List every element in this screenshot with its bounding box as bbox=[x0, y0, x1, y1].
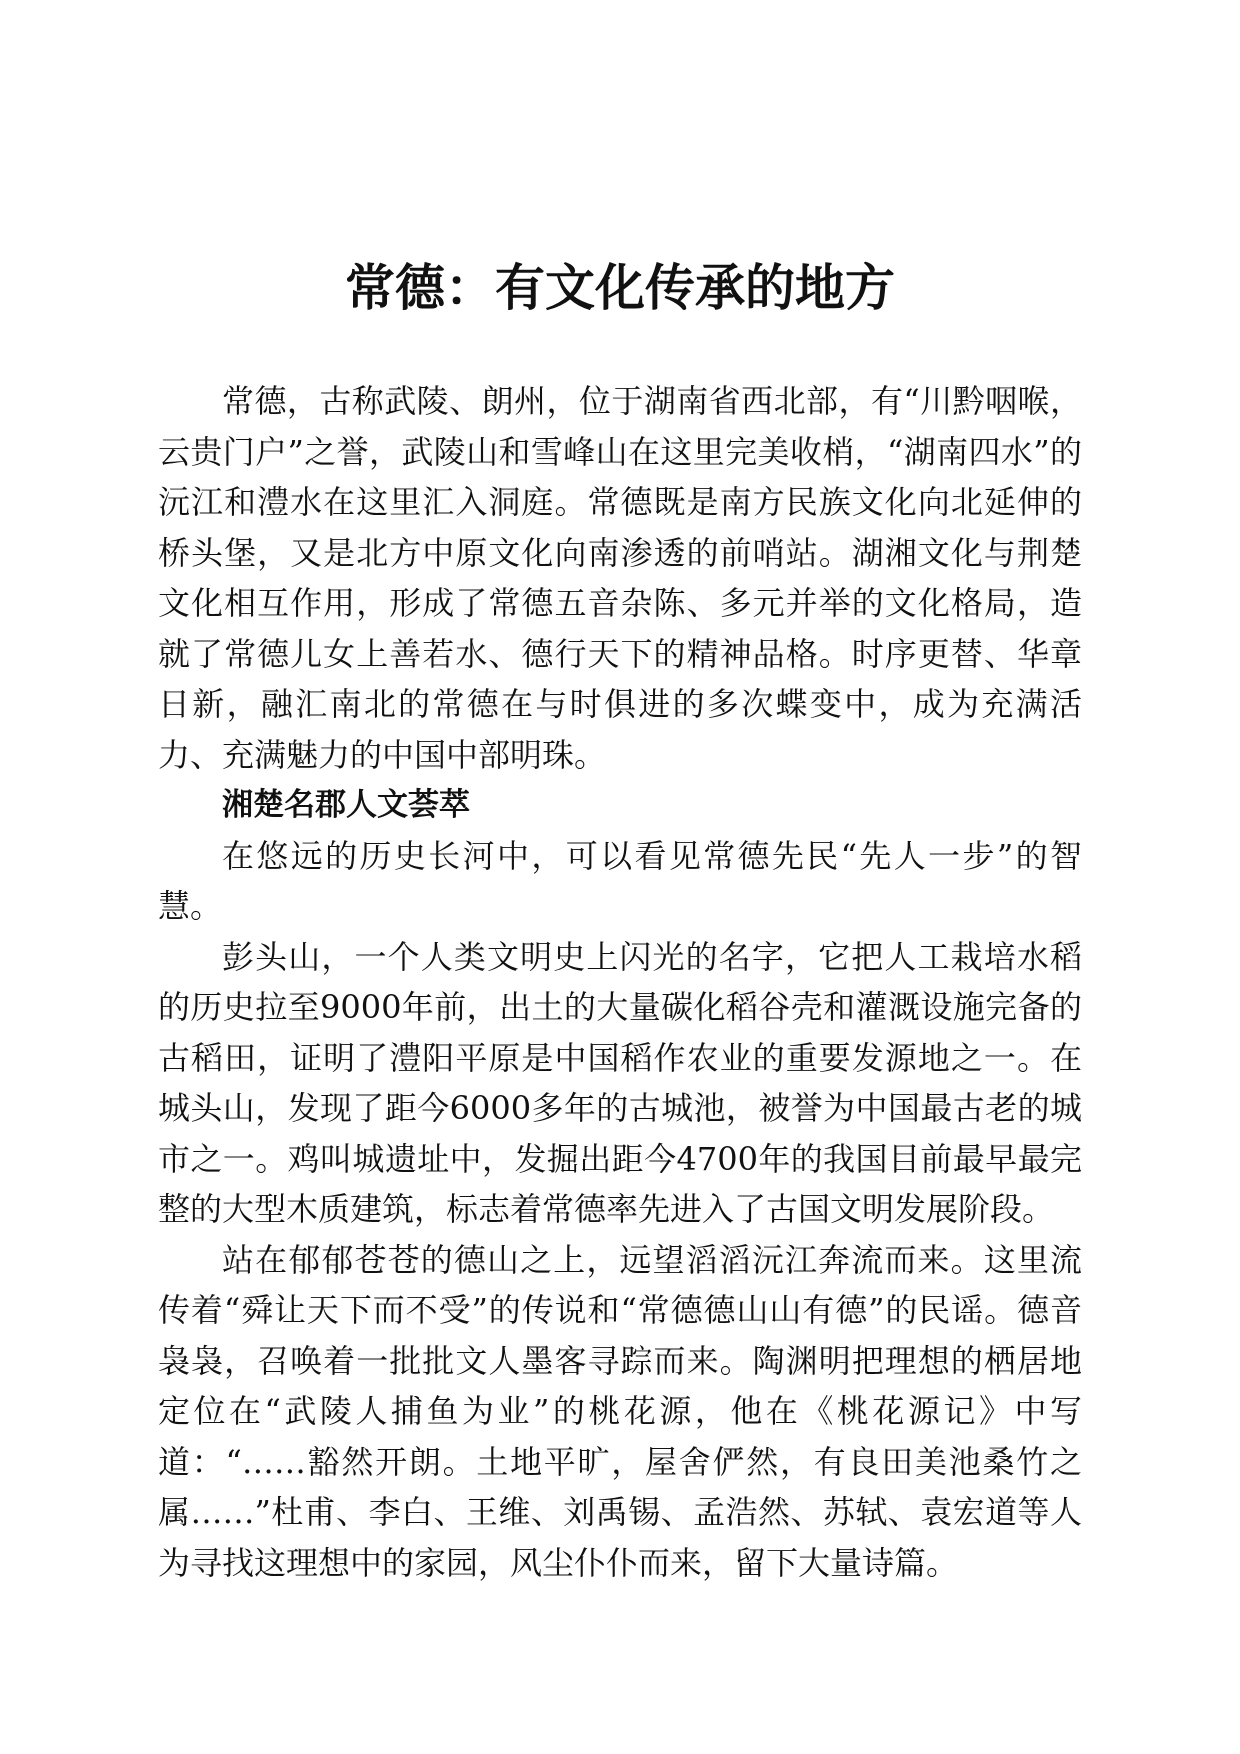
section-heading: 湘楚名郡人文荟萃 bbox=[222, 787, 470, 823]
document-title: 常德：有文化传承的地方 bbox=[345, 258, 895, 317]
document-body bbox=[158, 376, 1082, 1588]
body-paragraph: 在悠远的历史长河中，可以看见常德先民“先人一步”的智慧。 bbox=[158, 836, 1082, 925]
intro-paragraph: 常德，古称武陵、朗州，位于湖南省西北部，有“川黔咽喉，云贵门户”之誉，武陵山和雪峰山在这里完美收梢，“湖南四水”的沅江和澧水在这里汇入洞庭。常德既是南方民族文化向北延伸的桥头堡，又是北方中原文化向南渗透的前哨站。湖湘文化与荆楚文化相互作用，形成了常德五音杂陈、多元并举的文化格局，造就了常德儿女上善若水、德行天下的精神品格。时序更替、华章日新，融汇南北的常德在与时俱进的多次蝶变中，成为充满活力、充满魅力的中国中部明珠。 bbox=[158, 382, 1082, 774]
body-paragraph: 站在郁郁苍苍的德山之上，远望滔滔沅江奔流而来。这里流传着“舜让天下而不受”的传说和“常德德山山有德”的民谣。德音袅袅，召唤着一批批文人墨客寻踪而来。陶渊明把理想的栖居地定位在“武陵人捕鱼为业”的桃花源，他在《桃花源记》中写道：“……豁然开朗。土地平旷，屋舍俨然，有良田美池桑竹之属……”杜甫、李白、王维、刘禹锡、孟浩然、苏轼、袁宏道等人为寻找这理想中的家园，风尘仆仆而来，留下大量诗篇。 bbox=[158, 1240, 1082, 1582]
body-paragraph: 彭头山，一个人类文明史上闪光的名字，它把人工栽培水稻的历史拉至9000年前，出土的大量碳化稻谷壳和灌溉设施完备的古稻田，证明了澧阳平原是中国稻作农业的重要发源地之一。在城头山，发现了距今6000多年的古城池，被誉为中国最古老的城市之一。鸡叫城遗址中，发掘出距今4700年的我国目前最早最完整的大型木质建筑，标志着常德率先进入了古国文明发展阶段。 bbox=[158, 937, 1082, 1228]
